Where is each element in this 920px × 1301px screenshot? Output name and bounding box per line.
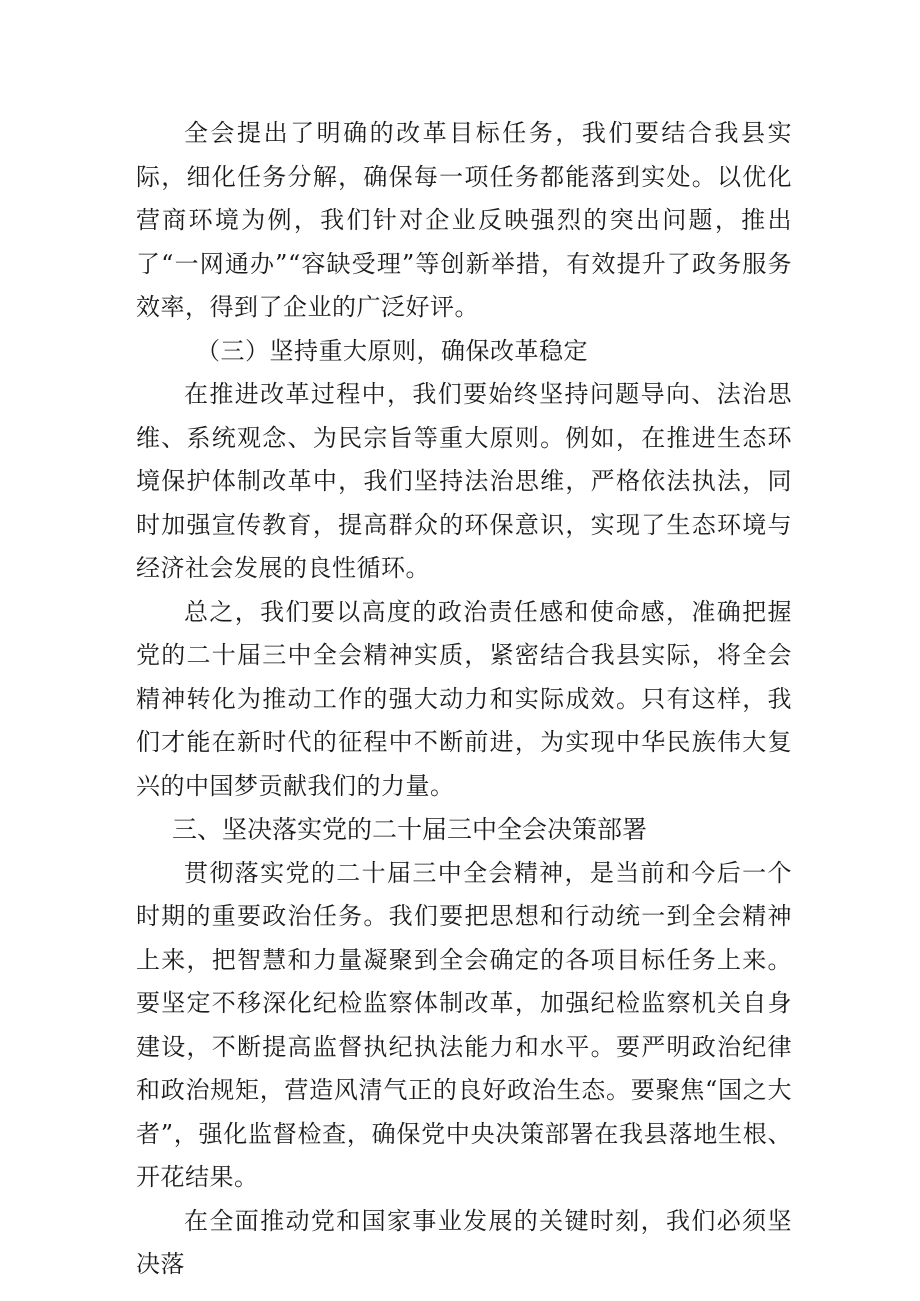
section-heading-three: 三、坚决落实党的二十届三中全会决策部署: [172, 815, 648, 844]
document-body: [136, 112, 792, 1287]
paragraph-key-moment: 在全面推动党和国家事业发展的关键时刻，我们必须坚决落: [136, 1206, 792, 1278]
paragraph-summary: 总之，我们要以高度的政治责任感和使命感，准确把握党的二十届三中全会精神实质，紧密结合我县实际，将全会精神转化为推动工作的强大动力和实际成效。只有这样，我们才能在新时代的征程中不断前进，为实现中华民族伟大复兴的中国梦贡献我们的力量。: [136, 597, 792, 800]
paragraph-reform-tasks: 全会提出了明确的改革目标任务，我们要结合我县实际，细化任务分解，确保每一项任务都能落到实处。以优化营商环境为例，我们针对企业反映强烈的突出问题，推出了“一网通办”“容缺受理”等创新举措，有效提升了政务服务效率，得到了企业的广泛好评。: [136, 119, 792, 321]
paragraph-implementation: 贯彻落实党的二十届三中全会精神，是当前和今后一个时期的重要政治任务。我们要把思想和行动统一到全会精神上来，把智慧和力量凝聚到全会确定的各项目标任务上来。要坚定不移深化纪检监察体制改革，加强纪检监察机关自身建设，不断提高监督执纪执法能力和水平。要严明政治纪律和政治规矩，营造风清气正的良好政治生态。要聚焦“国之大者”，强化监督检查，确保党中央决策部署在我县落地生根、开花结果。: [136, 858, 792, 1191]
paragraph-principles: 在推进改革过程中，我们要始终坚持问题导向、法治思维、系统观念、为民宗旨等重大原则。例如，在推进生态环境保护体制改革中，我们坚持法治思维，严格依法执法，同时加强宣传教育，提高群众的环保意识，实现了生态环境与经济社会发展的良性循环。: [136, 380, 792, 582]
subheading-major-principles: （三）坚持重大原则，确保改革稳定: [196, 336, 588, 365]
